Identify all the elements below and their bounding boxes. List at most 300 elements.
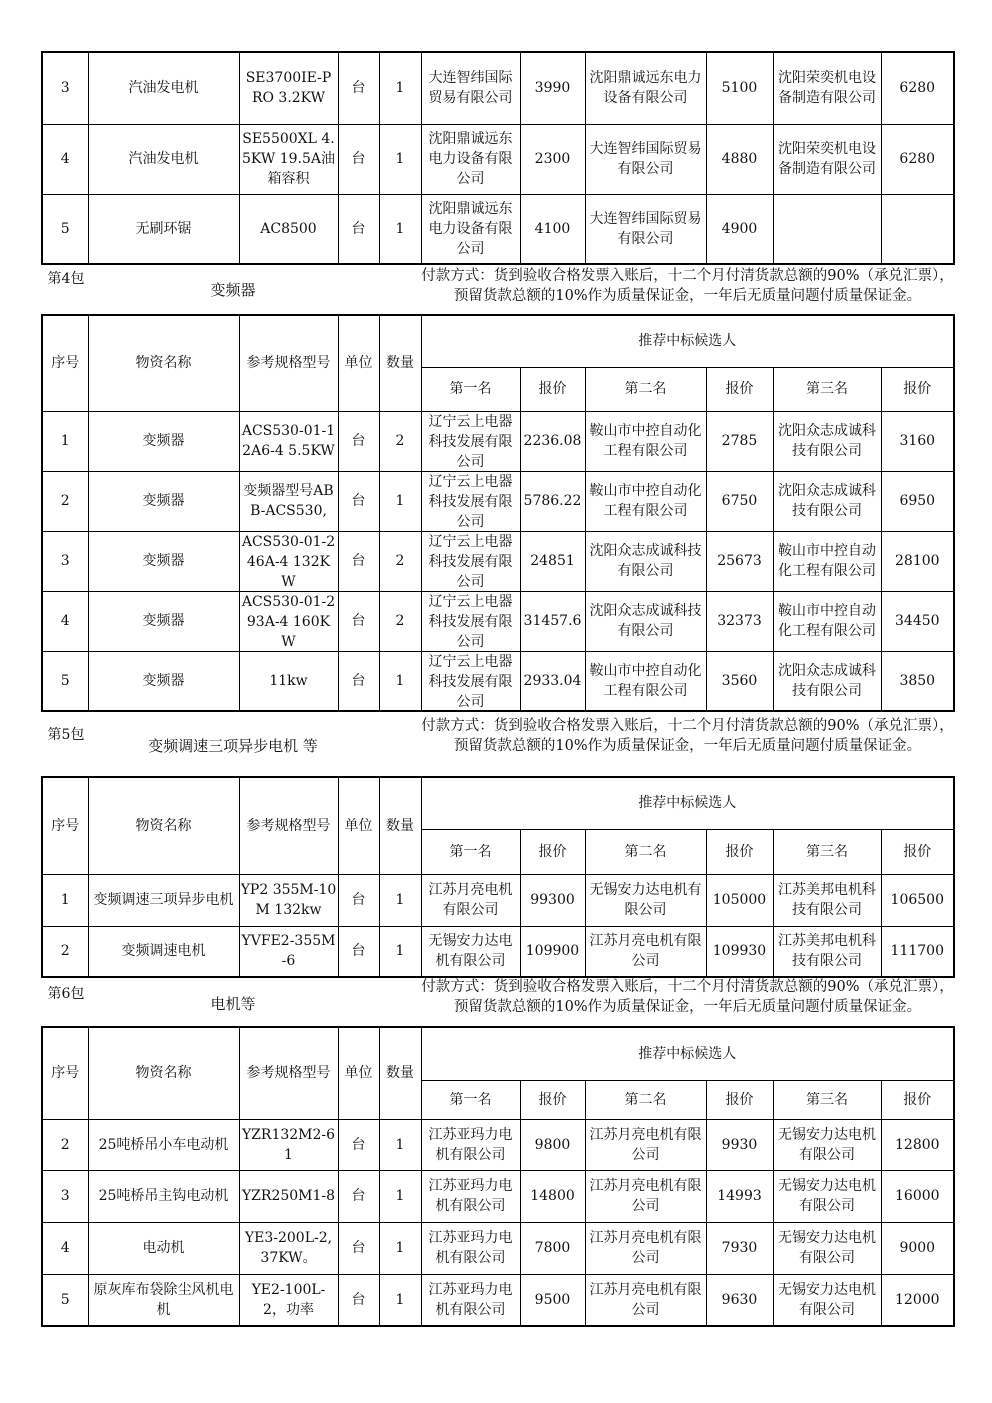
row-third-company bbox=[773, 124, 881, 194]
row-second-company-text: 江苏月亮电机有限公司 bbox=[589, 933, 702, 970]
row-third-price-text: 16000 bbox=[895, 1188, 940, 1204]
row-seq-text: 5 bbox=[60, 1291, 70, 1308]
row-first-price bbox=[520, 926, 585, 977]
row-second-price bbox=[706, 531, 773, 591]
header-qty: 数量 bbox=[379, 777, 421, 874]
row-third-price bbox=[881, 1274, 954, 1326]
row-first-price-text: 9500 bbox=[534, 1291, 571, 1308]
row-third-company-text: 江苏美邦电机科技有限公司 bbox=[778, 933, 876, 970]
row-first-price bbox=[520, 124, 585, 194]
row-seq bbox=[42, 926, 88, 977]
row-second-price bbox=[706, 1274, 773, 1326]
row-first-price-text: 24851 bbox=[530, 553, 575, 569]
row-unit-text: 台 bbox=[351, 493, 366, 509]
row-second-company bbox=[585, 52, 706, 124]
row-first-price bbox=[520, 1119, 585, 1170]
table-row bbox=[42, 926, 954, 977]
row-seq-text: 1 bbox=[60, 892, 70, 908]
header-price: 报价 bbox=[520, 367, 585, 411]
row-spec-text: SE5500XL 4.5KW 19.5A油箱容积 bbox=[242, 131, 335, 187]
row-third-company-text: 鞍山市中控自动化工程有限公司 bbox=[778, 603, 876, 639]
row-qty-text: 2 bbox=[395, 613, 405, 629]
row-spec bbox=[239, 124, 338, 194]
row-second-price bbox=[706, 52, 773, 124]
row-second-price bbox=[706, 1170, 773, 1222]
row-second-price bbox=[706, 471, 773, 531]
package5-payment: 付款方式：货到验收合格发票入账后，十二个月付清货款总额的90%（承兑汇票），预留货款总额的10%作为质量保证金，一年后无质量问题付质量保证金。 bbox=[421, 718, 954, 754]
header-price: 报价 bbox=[881, 367, 954, 411]
table-row bbox=[42, 52, 954, 124]
row-second-price-text: 9930 bbox=[721, 1136, 758, 1153]
row-first-company-text: 沈阳鼎诚远东电力设备有限公司 bbox=[428, 131, 513, 187]
row-item-name bbox=[88, 1170, 239, 1222]
header-first: 第一名 bbox=[421, 367, 520, 411]
row-second-company-text: 沈阳众志成诚科技有限公司 bbox=[589, 543, 702, 579]
table-row bbox=[42, 1170, 954, 1222]
row-spec bbox=[239, 194, 338, 264]
row-third-price-text: 111700 bbox=[890, 943, 944, 960]
row-first-price-text: 2300 bbox=[534, 151, 571, 167]
row-second-company bbox=[585, 1274, 706, 1326]
row-item-name-text: 原灰库布袋除尘风机电机 bbox=[93, 1281, 234, 1318]
row-first-price bbox=[520, 1170, 585, 1222]
row-item-name bbox=[88, 194, 239, 264]
row-item-name bbox=[88, 1222, 239, 1274]
row-item-name bbox=[88, 651, 239, 711]
row-first-company-text: 辽宁云上电器科技发展有限公司 bbox=[428, 414, 513, 470]
row-second-price bbox=[706, 1222, 773, 1274]
row-qty bbox=[379, 1274, 421, 1326]
row-unit-text: 台 bbox=[351, 892, 366, 908]
row-seq-text: 3 bbox=[60, 553, 70, 569]
row-spec-text: 变频器型号ABB-ACS530, bbox=[243, 483, 334, 519]
package3-table bbox=[41, 51, 955, 265]
row-first-price bbox=[520, 1222, 585, 1274]
row-unit-text: 台 bbox=[351, 613, 366, 629]
row-item-name-text: 电动机 bbox=[142, 1240, 185, 1256]
row-spec-text: YVFE2-355M-6 bbox=[241, 933, 336, 970]
row-qty-text: 1 bbox=[395, 1136, 405, 1153]
row-first-price-text: 109900 bbox=[525, 943, 580, 960]
row-third-price-text: 6280 bbox=[899, 80, 936, 97]
row-item-name-text: 汽油发电机 bbox=[128, 151, 199, 167]
header-unit: 单位 bbox=[338, 315, 379, 411]
row-seq bbox=[42, 471, 88, 531]
header-price: 报价 bbox=[706, 829, 773, 874]
row-third-price-text: 6950 bbox=[899, 493, 936, 509]
row-spec-text: YE2-100L-2，功率 bbox=[251, 1281, 326, 1318]
row-first-company bbox=[421, 471, 520, 531]
row-second-company bbox=[585, 926, 706, 977]
row-first-company bbox=[421, 926, 520, 977]
row-qty-text: 1 bbox=[395, 892, 405, 908]
row-first-price-text: 7800 bbox=[534, 1240, 571, 1256]
header-second: 第二名 bbox=[585, 367, 706, 411]
header-unit: 单位 bbox=[338, 777, 379, 874]
row-unit-text: 台 bbox=[351, 220, 366, 237]
row-unit-text: 台 bbox=[351, 151, 366, 167]
row-third-price bbox=[881, 651, 954, 711]
row-item-name-text: 变频器 bbox=[142, 493, 185, 509]
row-third-company bbox=[773, 52, 881, 124]
row-qty-text: 1 bbox=[395, 493, 405, 509]
row-third-price bbox=[881, 531, 954, 591]
row-first-price bbox=[520, 1274, 585, 1326]
row-qty-text: 1 bbox=[395, 151, 405, 167]
row-second-company bbox=[585, 591, 706, 651]
row-first-company-text: 大连智纬国际贸易有限公司 bbox=[428, 70, 513, 107]
row-item-name bbox=[88, 52, 239, 124]
row-second-company-text: 沈阳鼎诚远东电力设备有限公司 bbox=[589, 70, 702, 107]
row-first-price bbox=[520, 471, 585, 531]
row-second-price-text: 109930 bbox=[712, 943, 767, 960]
row-second-company-text: 江苏月亮电机有限公司 bbox=[589, 1178, 702, 1214]
header-price: 报价 bbox=[706, 367, 773, 411]
row-second-company bbox=[585, 124, 706, 194]
row-seq bbox=[42, 874, 88, 926]
row-item-name-text: 变频器 bbox=[142, 672, 185, 689]
row-seq-text: 1 bbox=[60, 433, 70, 449]
row-first-price-text: 2236.08 bbox=[523, 433, 582, 449]
row-spec-text: YZR132M2-6 1 bbox=[241, 1126, 336, 1163]
row-second-company-text: 江苏月亮电机有限公司 bbox=[589, 1230, 702, 1266]
row-item-name-text: 变频器 bbox=[142, 553, 185, 569]
row-first-company-text: 江苏亚玛力电机有限公司 bbox=[428, 1281, 513, 1318]
row-third-price-text: 12800 bbox=[895, 1136, 940, 1153]
row-qty-text: 2 bbox=[395, 553, 405, 569]
row-unit bbox=[338, 651, 379, 711]
row-third-company bbox=[773, 1222, 881, 1274]
header-first: 第一名 bbox=[421, 829, 520, 874]
header-third: 第三名 bbox=[773, 829, 881, 874]
package5-label: 第5包 bbox=[47, 727, 85, 743]
row-qty bbox=[379, 1170, 421, 1222]
row-first-company bbox=[421, 1119, 520, 1170]
row-spec-text: YP2 355M-10M 132kw bbox=[240, 882, 337, 918]
row-second-company-text: 大连智纬国际贸易有限公司 bbox=[589, 141, 702, 177]
row-third-company-text: 鞍山市中控自动化工程有限公司 bbox=[778, 543, 876, 579]
row-qty bbox=[379, 471, 421, 531]
row-third-price-text: 9000 bbox=[899, 1240, 936, 1256]
row-first-price bbox=[520, 874, 585, 926]
row-item-name bbox=[88, 874, 239, 926]
header-third: 第三名 bbox=[773, 1080, 881, 1119]
row-unit-text: 台 bbox=[351, 1188, 366, 1204]
row-unit bbox=[338, 1170, 379, 1222]
row-third-company bbox=[773, 1274, 881, 1326]
table-row bbox=[42, 411, 954, 471]
row-first-company bbox=[421, 1170, 520, 1222]
row-first-company bbox=[421, 651, 520, 711]
row-item-name-text: 变频调速三项异步电机 bbox=[93, 892, 234, 908]
header-first: 第一名 bbox=[421, 1080, 520, 1119]
row-item-name bbox=[88, 926, 239, 977]
header-price: 报价 bbox=[881, 829, 954, 874]
row-second-company bbox=[585, 411, 706, 471]
package5-name: 变频调速三项异步电机 等 bbox=[148, 737, 318, 755]
row-item-name bbox=[88, 471, 239, 531]
row-second-company-text: 江苏月亮电机有限公司 bbox=[589, 1126, 702, 1163]
row-second-price-text: 4900 bbox=[721, 220, 758, 237]
row-third-company-text: 沈阳荣奕机电设备制造有限公司 bbox=[778, 70, 876, 107]
row-qty-text: 1 bbox=[395, 1188, 405, 1204]
row-third-company bbox=[773, 1119, 881, 1170]
row-unit-text: 台 bbox=[351, 433, 366, 449]
row-third-company-text: 沈阳众志成诚科技有限公司 bbox=[778, 423, 876, 459]
row-third-price-text: 34450 bbox=[895, 613, 940, 629]
header-name: 物资名称 bbox=[88, 315, 239, 411]
row-second-company bbox=[585, 194, 706, 264]
table-row bbox=[42, 874, 954, 926]
row-second-company-text: 鞍山市中控自动化工程有限公司 bbox=[589, 662, 702, 699]
row-second-price-text: 3560 bbox=[721, 672, 758, 689]
header-price: 报价 bbox=[706, 1080, 773, 1119]
row-first-company-text: 辽宁云上电器科技发展有限公司 bbox=[428, 653, 513, 710]
row-seq bbox=[42, 531, 88, 591]
header-second: 第二名 bbox=[585, 1080, 706, 1119]
row-third-price-text: 106500 bbox=[890, 892, 944, 908]
row-unit-text: 台 bbox=[351, 1291, 366, 1308]
row-unit-text: 台 bbox=[351, 80, 366, 97]
row-first-price bbox=[520, 591, 585, 651]
row-unit-text: 台 bbox=[351, 1136, 366, 1153]
row-seq-text: 4 bbox=[60, 1240, 70, 1256]
row-third-price bbox=[881, 411, 954, 471]
row-third-price bbox=[881, 1119, 954, 1170]
row-third-price-text: 28100 bbox=[895, 553, 940, 569]
row-third-company-text: 无锡安力达电机有限公司 bbox=[778, 1126, 876, 1163]
row-second-price-text: 5100 bbox=[721, 80, 758, 97]
row-seq bbox=[42, 411, 88, 471]
header-name: 物资名称 bbox=[88, 1027, 239, 1119]
row-third-price bbox=[881, 471, 954, 531]
row-qty-text: 1 bbox=[395, 1240, 405, 1256]
row-third-price-text: 12000 bbox=[895, 1291, 940, 1308]
row-third-company-text: 无锡安力达电机有限公司 bbox=[778, 1281, 876, 1318]
table-row bbox=[42, 531, 954, 591]
row-spec-text: ACS530-01-12A6-4 5.5KW bbox=[241, 423, 336, 459]
row-second-company-text: 鞍山市中控自动化工程有限公司 bbox=[589, 483, 702, 519]
row-second-company-text: 无锡安力达电机有限公司 bbox=[589, 882, 702, 918]
row-second-company bbox=[585, 1119, 706, 1170]
row-second-price bbox=[706, 1119, 773, 1170]
row-third-price bbox=[881, 194, 954, 264]
row-second-price-text: 105000 bbox=[712, 892, 767, 908]
row-first-price bbox=[520, 194, 585, 264]
row-spec bbox=[239, 411, 338, 471]
row-spec-text: YZR250M1-8 bbox=[241, 1188, 336, 1204]
row-unit bbox=[338, 411, 379, 471]
row-third-company-text: 沈阳荣奕机电设备制造有限公司 bbox=[778, 141, 876, 177]
row-first-company bbox=[421, 411, 520, 471]
header-name: 物资名称 bbox=[88, 777, 239, 874]
package5-table bbox=[41, 776, 955, 978]
row-second-price-text: 32373 bbox=[717, 613, 762, 629]
row-spec-text: SE3700IE-PRO 3.2KW bbox=[245, 70, 332, 107]
row-spec bbox=[239, 1274, 338, 1326]
row-third-company-text: 沈阳众志成诚科技有限公司 bbox=[778, 662, 876, 699]
header-spec: 参考规格型号 bbox=[239, 777, 338, 874]
row-item-name-text: 无刷环锯 bbox=[135, 220, 192, 237]
row-qty bbox=[379, 926, 421, 977]
row-seq-text: 4 bbox=[60, 613, 70, 629]
row-third-company bbox=[773, 531, 881, 591]
row-seq bbox=[42, 1222, 88, 1274]
row-seq bbox=[42, 651, 88, 711]
row-item-name-text: 变频调速电机 bbox=[121, 943, 206, 960]
row-spec-text: ACS530-01-293A-4 160KW bbox=[241, 594, 336, 650]
row-first-price-text: 2933.04 bbox=[523, 672, 582, 689]
package4-table bbox=[41, 314, 955, 712]
row-unit bbox=[338, 194, 379, 264]
row-first-price-text: 5786.22 bbox=[523, 493, 582, 509]
header-second: 第二名 bbox=[585, 829, 706, 874]
row-seq-text: 3 bbox=[60, 80, 70, 97]
row-item-name bbox=[88, 411, 239, 471]
row-third-company bbox=[773, 471, 881, 531]
row-second-company-text: 鞍山市中控自动化工程有限公司 bbox=[589, 423, 702, 459]
row-seq bbox=[42, 194, 88, 264]
row-unit-text: 台 bbox=[351, 943, 366, 960]
row-third-price bbox=[881, 124, 954, 194]
row-second-price bbox=[706, 124, 773, 194]
row-second-price bbox=[706, 194, 773, 264]
row-second-price-text: 25673 bbox=[717, 553, 762, 569]
row-unit-text: 台 bbox=[351, 553, 366, 569]
package4-label: 第4包 bbox=[47, 271, 85, 287]
row-unit bbox=[338, 591, 379, 651]
row-second-company bbox=[585, 874, 706, 926]
header-unit: 单位 bbox=[338, 1027, 379, 1119]
row-second-price bbox=[706, 651, 773, 711]
row-first-price-text: 4100 bbox=[534, 220, 571, 237]
row-second-price-text: 9630 bbox=[721, 1291, 758, 1308]
row-third-price bbox=[881, 874, 954, 926]
row-item-name bbox=[88, 591, 239, 651]
row-third-company-text: 无锡安力达电机有限公司 bbox=[778, 1230, 876, 1266]
header-price: 报价 bbox=[520, 829, 585, 874]
row-unit-text: 台 bbox=[351, 672, 366, 689]
header-price: 报价 bbox=[881, 1080, 954, 1119]
table-row bbox=[42, 1119, 954, 1170]
row-seq-text: 3 bbox=[60, 1188, 70, 1204]
row-second-company-text: 江苏月亮电机有限公司 bbox=[589, 1281, 702, 1318]
row-qty bbox=[379, 651, 421, 711]
header-seq: 序号 bbox=[42, 777, 88, 874]
row-item-name-text: 汽油发电机 bbox=[128, 80, 199, 97]
row-third-price bbox=[881, 926, 954, 977]
row-first-price bbox=[520, 531, 585, 591]
row-second-company bbox=[585, 531, 706, 591]
row-first-company-text: 辽宁云上电器科技发展有限公司 bbox=[428, 534, 513, 590]
package6-label: 第6包 bbox=[47, 986, 85, 1002]
header-candidates: 推荐中标候选人 bbox=[421, 777, 954, 829]
row-spec-text: ACS530-01-246A-4 132KW bbox=[241, 534, 336, 590]
row-qty bbox=[379, 1222, 421, 1274]
row-spec bbox=[239, 471, 338, 531]
row-first-price-text: 31457.6 bbox=[523, 613, 582, 629]
header-candidates: 推荐中标候选人 bbox=[421, 1027, 954, 1080]
row-unit bbox=[338, 926, 379, 977]
row-first-company bbox=[421, 531, 520, 591]
row-third-company bbox=[773, 411, 881, 471]
row-qty bbox=[379, 591, 421, 651]
row-first-price-text: 9800 bbox=[534, 1136, 571, 1153]
row-seq bbox=[42, 591, 88, 651]
row-third-company-text: 无锡安力达电机有限公司 bbox=[778, 1178, 876, 1214]
package6-name: 电机等 bbox=[210, 995, 256, 1013]
row-qty-text: 1 bbox=[395, 672, 405, 689]
row-spec bbox=[239, 926, 338, 977]
table-row bbox=[42, 651, 954, 711]
row-second-price-text: 6750 bbox=[721, 493, 758, 509]
package4-name: 变频器 bbox=[210, 281, 256, 299]
row-spec bbox=[239, 52, 338, 124]
header-seq: 序号 bbox=[42, 315, 88, 411]
row-second-company bbox=[585, 651, 706, 711]
row-third-company bbox=[773, 194, 881, 264]
row-first-company bbox=[421, 591, 520, 651]
row-third-company-text: 沈阳众志成诚科技有限公司 bbox=[778, 483, 876, 519]
row-third-company bbox=[773, 926, 881, 977]
row-first-price bbox=[520, 52, 585, 124]
row-first-company-text: 江苏亚玛力电机有限公司 bbox=[428, 1178, 513, 1214]
row-seq bbox=[42, 1170, 88, 1222]
table-row bbox=[42, 1274, 954, 1326]
row-qty bbox=[379, 52, 421, 124]
row-third-company-text: 江苏美邦电机科技有限公司 bbox=[778, 882, 876, 918]
row-item-name bbox=[88, 531, 239, 591]
row-seq bbox=[42, 124, 88, 194]
row-third-company bbox=[773, 874, 881, 926]
table-row bbox=[42, 194, 954, 264]
row-second-price bbox=[706, 926, 773, 977]
row-first-company bbox=[421, 1222, 520, 1274]
row-third-price bbox=[881, 1170, 954, 1222]
row-second-company bbox=[585, 1222, 706, 1274]
row-second-price bbox=[706, 874, 773, 926]
header-spec: 参考规格型号 bbox=[239, 1027, 338, 1119]
row-first-company-text: 江苏月亮电机有限公司 bbox=[428, 882, 513, 918]
row-item-name-text: 25吨桥吊主钩电动机 bbox=[98, 1188, 229, 1204]
row-spec-text: YE3-200L-2,37KW。 bbox=[244, 1230, 333, 1266]
table-row bbox=[42, 1222, 954, 1274]
header-qty: 数量 bbox=[379, 315, 421, 411]
row-third-price-text: 3850 bbox=[899, 672, 936, 689]
row-unit bbox=[338, 1119, 379, 1170]
header-seq: 序号 bbox=[42, 1027, 88, 1119]
row-seq-text: 2 bbox=[60, 1136, 70, 1153]
row-qty bbox=[379, 194, 421, 264]
header-spec: 参考规格型号 bbox=[239, 315, 338, 411]
row-second-price-text: 7930 bbox=[721, 1240, 758, 1256]
row-third-price bbox=[881, 591, 954, 651]
row-qty-text: 1 bbox=[395, 943, 405, 960]
package4-payment: 付款方式：货到验收合格发票入账后，十二个月付清货款总额的90%（承兑汇票），预留货款总额的10%作为质量保证金，一年后无质量问题付质量保证金。 bbox=[421, 268, 954, 304]
row-qty bbox=[379, 531, 421, 591]
row-third-company bbox=[773, 591, 881, 651]
row-seq-text: 2 bbox=[60, 943, 70, 960]
row-qty-text: 1 bbox=[395, 1291, 405, 1308]
row-spec bbox=[239, 874, 338, 926]
row-seq bbox=[42, 1119, 88, 1170]
row-seq-text: 5 bbox=[60, 220, 70, 237]
row-first-company-text: 江苏亚玛力电机有限公司 bbox=[428, 1126, 513, 1163]
row-qty bbox=[379, 411, 421, 471]
header-qty: 数量 bbox=[379, 1027, 421, 1119]
row-spec bbox=[239, 1170, 338, 1222]
row-second-company-text: 沈阳众志成诚科技有限公司 bbox=[589, 603, 702, 639]
